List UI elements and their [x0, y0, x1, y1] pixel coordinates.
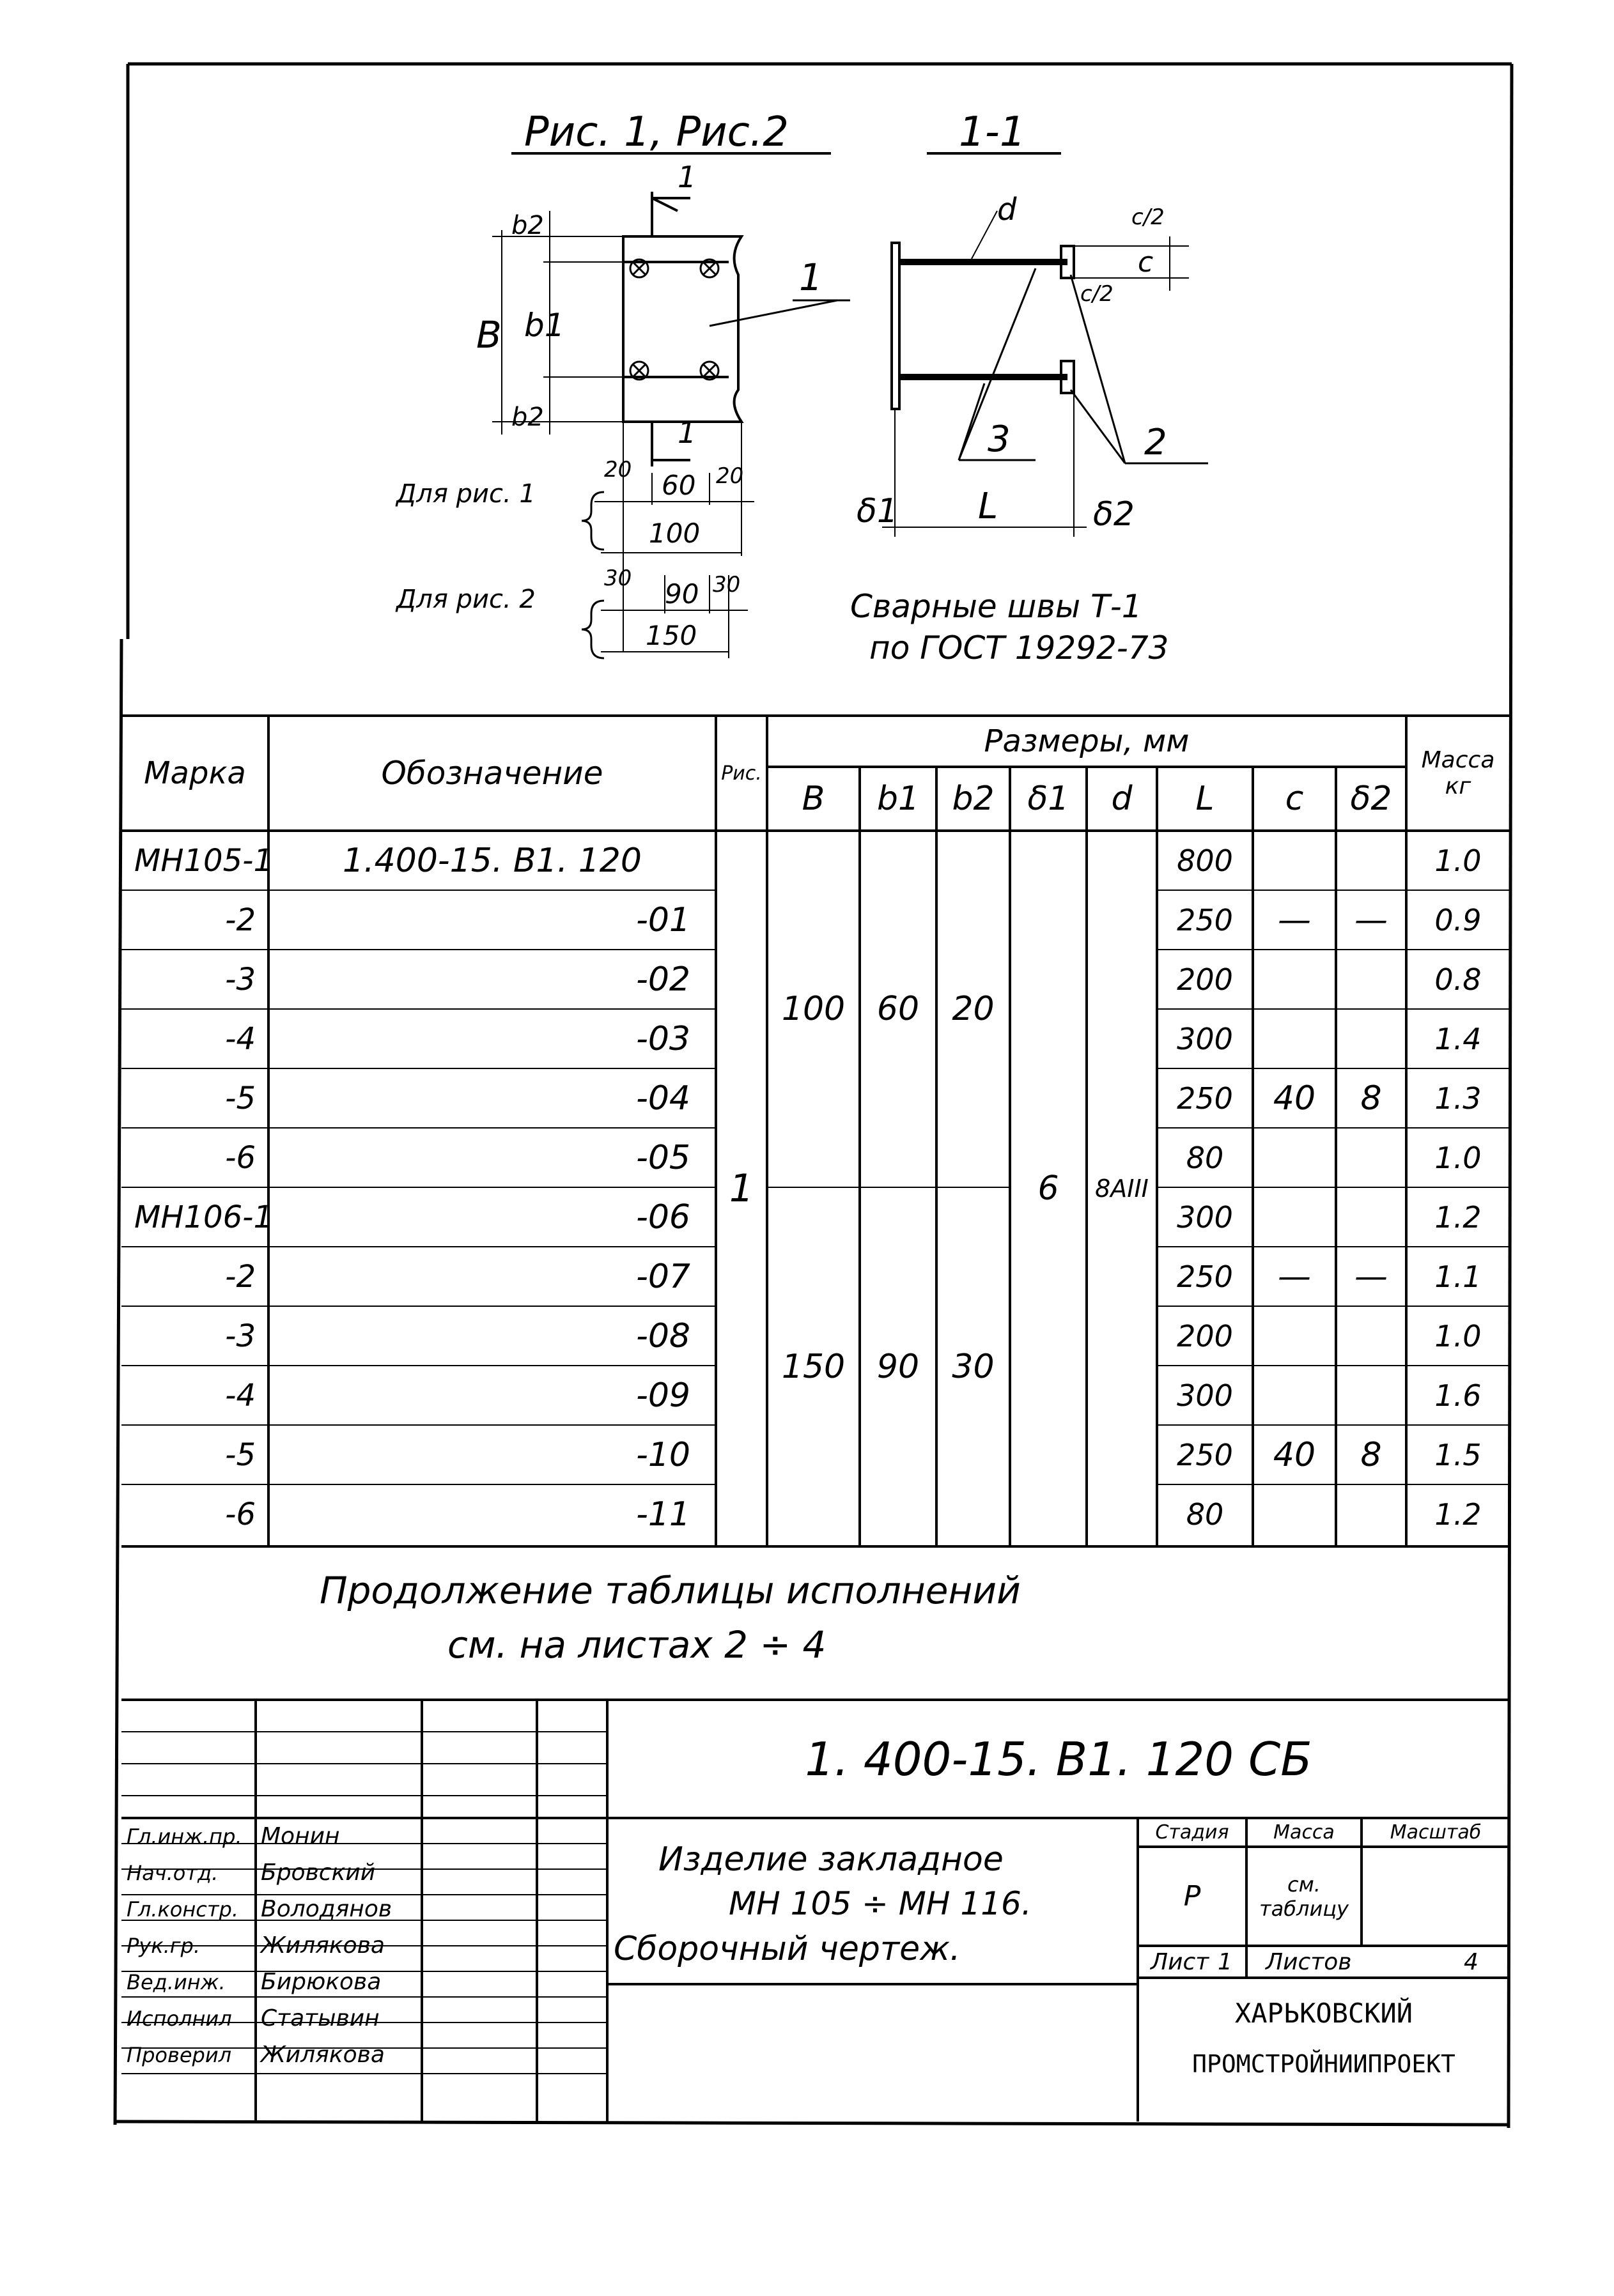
table-cell-designation: -11 — [636, 1495, 690, 1534]
table-cell-designation: 1.400-15. В1. 120 — [343, 841, 642, 880]
table-cell-L: 80 — [1186, 1140, 1224, 1175]
dims-fig1-c: 20 — [716, 463, 744, 489]
table-cell-mark: -3 — [225, 961, 256, 998]
dims-fig1-total: 100 — [649, 518, 701, 549]
table-cell-L: 250 — [1177, 1437, 1233, 1472]
stamp-name: Бирюкова — [261, 1969, 382, 1995]
table-cell-L: 300 — [1177, 1199, 1233, 1235]
c-value-group2: 40 — [1273, 1435, 1316, 1474]
dims-fig1-b: 60 — [662, 470, 696, 501]
stamp-sheet-label: Лист — [1151, 1949, 1209, 1975]
header-b1: b1 — [876, 780, 920, 818]
merged-b1-group1: 60 — [876, 990, 920, 1028]
header-designation: Обозначение — [381, 755, 603, 792]
stamp-stage-value: Р — [1183, 1880, 1201, 1913]
header-mark: Марка — [144, 755, 246, 791]
stamp-role: Нач.отд. — [127, 1860, 219, 1885]
section-delta1-label: δ1 — [857, 492, 898, 530]
delta2-dash-group2: — — [1354, 1257, 1388, 1296]
merged-delta1: 6 — [1037, 1169, 1059, 1208]
table-cell-mark: -6 — [225, 1139, 256, 1176]
header-mass: Масса кг — [1421, 747, 1495, 799]
header-d: d — [1111, 780, 1133, 818]
table-cell-designation: -02 — [636, 960, 690, 999]
c-value-group1: 40 — [1273, 1079, 1316, 1118]
table-cell-L: 250 — [1177, 902, 1233, 937]
table-cell-designation: -10 — [636, 1435, 690, 1474]
merged-b2-group1: 20 — [952, 990, 995, 1028]
stamp-role: Гл.инж.пр. — [127, 1824, 242, 1849]
stamp-role: Вед.инж. — [127, 1969, 226, 1994]
c-dash-group1: — — [1278, 900, 1311, 939]
table-cell-mark: -2 — [225, 902, 256, 938]
table-cell-mark: МН105-1 — [134, 842, 273, 879]
table-cell-mark: -5 — [225, 1437, 256, 1473]
section-L-label: L — [978, 486, 998, 527]
table-cell-mark: -3 — [225, 1318, 256, 1354]
c-dash-group2: — — [1278, 1257, 1311, 1296]
stamp-scale-label: Масштаб — [1390, 1821, 1482, 1844]
table-cell-L: 250 — [1177, 1081, 1233, 1116]
stamp-org-line2: ПРОМСТРОЙНИИПРОЕКТ — [1192, 2050, 1455, 2078]
section-figure — [882, 211, 1208, 537]
merged-d: 8AIII — [1095, 1175, 1149, 1203]
dims-fig1-label: Для рис. 1 — [396, 479, 536, 509]
dim-b1-label: b1 — [524, 307, 565, 344]
header-delta1: δ1 — [1027, 780, 1069, 818]
header-B: B — [802, 780, 825, 818]
section-mark-top: 1 — [678, 160, 697, 194]
dims-fig2-c: 30 — [713, 572, 741, 597]
stamp-role: Проверил — [127, 2042, 232, 2067]
table-cell-L: 300 — [1177, 1378, 1233, 1413]
table-cell-mass: 0.8 — [1434, 962, 1482, 997]
dim-b-label: B — [476, 313, 502, 357]
stamp-role: Гл.констр. — [127, 1897, 238, 1922]
stamp-name: Володянов — [261, 1896, 392, 1922]
header-b2: b2 — [952, 780, 995, 818]
part-2-label: 2 — [1144, 422, 1167, 463]
delta2-dash-group1: — — [1354, 900, 1388, 939]
table-cell-L: 250 — [1177, 1259, 1233, 1294]
header-delta2: δ2 — [1350, 780, 1392, 818]
table-cell-L: 200 — [1177, 1318, 1233, 1353]
section-c2-bottom: c/2 — [1080, 281, 1114, 307]
drawing-title-figures: Рис. 1, Рис.2 — [524, 109, 789, 156]
delta2-value-group1: 8 — [1360, 1079, 1382, 1118]
table-cell-mark: -4 — [225, 1377, 256, 1414]
table-cell-mass: 1.1 — [1434, 1259, 1482, 1294]
stamp-sheet-value: 1 — [1218, 1949, 1232, 1975]
dims-fig1-a: 20 — [604, 457, 632, 482]
table-cell-designation: -04 — [636, 1079, 690, 1118]
merged-b2-group2: 30 — [952, 1348, 995, 1386]
table-cell-L: 800 — [1177, 843, 1233, 878]
continuation-line2: см. на листах 2 ÷ 4 — [447, 1623, 826, 1667]
table-cell-mass: 1.0 — [1434, 1318, 1482, 1353]
stamp-name: Монин — [261, 1823, 340, 1849]
table-cell-designation: -08 — [636, 1316, 690, 1355]
table-cell-mass: 1.3 — [1434, 1081, 1482, 1116]
table-cell-designation: -09 — [636, 1376, 690, 1415]
table-cell-designation: -06 — [636, 1198, 690, 1237]
table-cell-mass: 0.9 — [1434, 902, 1482, 937]
dims-fig2-a: 30 — [604, 566, 632, 591]
table-cell-designation: -03 — [636, 1019, 690, 1058]
weld-note-line2: по ГОСТ 19292-73 — [869, 629, 1169, 666]
dims-fig2-b: 90 — [665, 578, 699, 610]
table-cell-mass: 1.2 — [1434, 1497, 1482, 1532]
stamp-name: Бровский — [261, 1860, 376, 1886]
header-fig: Рис. — [721, 762, 762, 785]
table-cell-designation: -05 — [636, 1138, 690, 1177]
stamp-name: Жилякова — [261, 1932, 385, 1959]
merged-fig: 1 — [729, 1166, 754, 1211]
table-cell-L: 300 — [1177, 1021, 1233, 1056]
stamp-name: Статывин — [261, 2005, 380, 2031]
stamp-sheets-value: 4 — [1464, 1949, 1478, 1975]
stamp-stage-label: Стадия — [1155, 1821, 1229, 1844]
table-cell-mark: МН106-1 — [134, 1199, 273, 1235]
section-c2-top: c/2 — [1131, 204, 1165, 230]
table-cell-mass: 1.4 — [1434, 1021, 1482, 1056]
table-cell-mass: 1.0 — [1434, 843, 1482, 878]
table-cell-mass: 1.6 — [1434, 1378, 1482, 1413]
table-cell-mass: 1.5 — [1434, 1437, 1482, 1472]
header-sizes: Размеры, мм — [984, 723, 1190, 759]
dims-fig2-total: 150 — [646, 620, 697, 651]
table-cell-mark: -6 — [225, 1496, 256, 1532]
stamp-mass-value: см. таблицу — [1259, 1872, 1349, 1921]
table-cell-L: 80 — [1186, 1497, 1224, 1532]
table-cell-designation: -07 — [636, 1257, 690, 1296]
table-cell-mark: -5 — [225, 1080, 256, 1116]
section-d-label: d — [997, 192, 1017, 227]
section-c-label: c — [1138, 246, 1154, 279]
dim-b2-bottom-label: b2 — [511, 403, 544, 432]
section-delta2-label: δ2 — [1093, 495, 1135, 534]
header-L: L — [1195, 780, 1214, 818]
section-mark-bottom: 1 — [678, 415, 697, 450]
stamp-title-line1: Изделие закладное — [658, 1840, 1004, 1879]
part-1-label: 1 — [799, 256, 823, 299]
stamp-role: Исполнил — [127, 2006, 232, 2031]
stamp-sheets-label: Листов — [1266, 1949, 1352, 1975]
dims-fig2-label: Для рис. 2 — [396, 585, 536, 614]
table-cell-mark: -4 — [225, 1021, 256, 1057]
merged-b1-group2: 90 — [876, 1348, 920, 1386]
stamp-title-line2: МН 105 ÷ МН 116. — [729, 1885, 1032, 1922]
continuation-line1: Продолжение таблицы исполнений — [320, 1569, 1021, 1612]
delta2-value-group2: 8 — [1360, 1435, 1382, 1474]
header-c: c — [1285, 780, 1304, 818]
stamp-name: Жилякова — [261, 2042, 385, 2068]
stamp-mass-label: Масса — [1273, 1821, 1335, 1844]
table-cell-mass: 1.0 — [1434, 1140, 1482, 1175]
table-cell-mark: -2 — [225, 1258, 256, 1295]
stamp-org-line1: ХАРЬКОВСКИЙ — [1234, 1997, 1413, 2029]
table-cell-mass: 1.2 — [1434, 1199, 1482, 1235]
merged-B-group1: 100 — [781, 990, 846, 1028]
table-cell-L: 200 — [1177, 962, 1233, 997]
part-3-label: 3 — [988, 419, 1011, 460]
stamp-document-code: 1. 400-15. В1. 120 СБ — [805, 1732, 1312, 1786]
drawing-title-section: 1-1 — [959, 109, 1026, 156]
merged-B-group2: 150 — [781, 1348, 846, 1386]
weld-note-line1: Сварные швы Т-1 — [850, 588, 1142, 625]
table-cell-designation: -01 — [636, 900, 690, 939]
stamp-role: Рук.гр. — [127, 1933, 201, 1958]
dim-b2-top-label: b2 — [511, 211, 544, 240]
stamp-title-line3: Сборочный чертеж. — [614, 1930, 961, 1968]
